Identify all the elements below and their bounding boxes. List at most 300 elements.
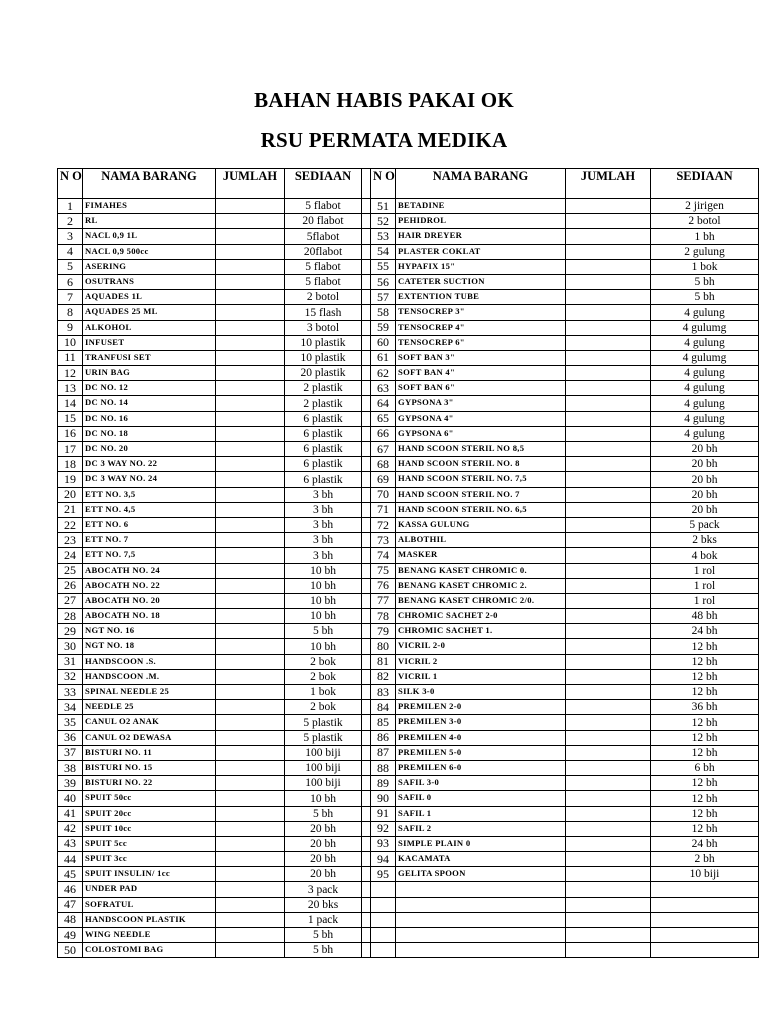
item-no-right: 57 [371, 290, 396, 305]
column-gap [362, 381, 371, 396]
item-sediaan: 5 plastik [285, 730, 362, 745]
table-row [58, 776, 759, 791]
item-no: 4 [58, 244, 83, 259]
item-sediaan: 3 bh [285, 502, 362, 517]
item-no: 24 [58, 548, 83, 563]
item-name: ETT NO. 4,5 [83, 502, 216, 517]
item-name: ALKOHOL [83, 320, 216, 335]
item-jumlah-right [566, 426, 651, 441]
column-gap [362, 244, 371, 259]
item-name: ASERING [83, 259, 216, 274]
item-sediaan-right: 4 bok [651, 548, 759, 563]
item-jumlah-right [566, 381, 651, 396]
item-name: URIN BAG [83, 366, 216, 381]
item-sediaan-right: 48 bh [651, 609, 759, 624]
item-jumlah-right [566, 199, 651, 214]
item-sediaan-right: 1 bok [651, 259, 759, 274]
item-name: NGT NO. 16 [83, 624, 216, 639]
item-jumlah [216, 867, 285, 882]
column-gap [362, 274, 371, 289]
item-jumlah [216, 274, 285, 289]
item-no-right: 80 [371, 639, 396, 654]
item-sediaan: 10 bh [285, 593, 362, 608]
item-no: 12 [58, 366, 83, 381]
item-no: 28 [58, 609, 83, 624]
item-jumlah [216, 912, 285, 927]
item-no-right: 68 [371, 457, 396, 472]
item-sediaan: 10 bh [285, 791, 362, 806]
item-sediaan-right: 20 bh [651, 457, 759, 472]
item-jumlah [216, 502, 285, 517]
column-gap [362, 169, 371, 199]
item-name-right: HAND SCOON STERIL NO. 7 [396, 487, 566, 502]
item-name-right: BENANG KASET CHROMIC 0. [396, 563, 566, 578]
item-sediaan-right: 20 bh [651, 487, 759, 502]
item-sediaan: 5flabot [285, 229, 362, 244]
column-gap [362, 350, 371, 365]
item-no-right: 53 [371, 229, 396, 244]
table-row [58, 259, 759, 274]
item-jumlah [216, 882, 285, 897]
table-row [58, 897, 759, 912]
item-no: 16 [58, 426, 83, 441]
item-jumlah [216, 821, 285, 836]
column-gap [362, 320, 371, 335]
item-sediaan-right: 12 bh [651, 791, 759, 806]
item-sediaan: 6 plastik [285, 442, 362, 457]
item-no: 2 [58, 214, 83, 229]
table-row [58, 806, 759, 821]
item-name-right: SOFT BAN 3" [396, 350, 566, 365]
item-sediaan: 5 plastik [285, 715, 362, 730]
item-no-right: 91 [371, 806, 396, 821]
item-name: CANUL O2 DEWASA [83, 730, 216, 745]
item-jumlah [216, 487, 285, 502]
item-name-right: HAND SCOON STERIL NO 8,5 [396, 442, 566, 457]
item-name-right: SILK 3-0 [396, 685, 566, 700]
item-jumlah [216, 472, 285, 487]
item-name-right: SAFIL 2 [396, 821, 566, 836]
item-sediaan: 2 bok [285, 654, 362, 669]
item-sediaan-right: 4 gulung [651, 366, 759, 381]
column-gap [362, 578, 371, 593]
item-sediaan: 15 flash [285, 305, 362, 320]
item-no-right: 67 [371, 442, 396, 457]
table-row [58, 730, 759, 745]
item-no: 1 [58, 199, 83, 214]
document-title: BAHAN HABIS PAKAI OK [254, 88, 514, 112]
item-jumlah-right [566, 305, 651, 320]
item-no-right: 54 [371, 244, 396, 259]
item-name: DC 3 WAY NO. 22 [83, 457, 216, 472]
item-no: 47 [58, 897, 83, 912]
item-name-right [396, 928, 566, 943]
item-jumlah-right [566, 730, 651, 745]
item-no: 22 [58, 517, 83, 532]
item-no-right: 95 [371, 867, 396, 882]
item-no: 49 [58, 928, 83, 943]
item-jumlah-right [566, 852, 651, 867]
item-jumlah [216, 897, 285, 912]
table-row [58, 928, 759, 943]
table-row [58, 381, 759, 396]
table-row [58, 624, 759, 639]
column-gap [362, 305, 371, 320]
item-name: HANDSCOON PLASTIK [83, 912, 216, 927]
item-sediaan-right: 6 bh [651, 760, 759, 775]
item-no: 5 [58, 259, 83, 274]
item-no: 25 [58, 563, 83, 578]
item-jumlah-right [566, 836, 651, 851]
column-gap [362, 411, 371, 426]
item-sediaan-right: 2 jirigen [651, 199, 759, 214]
table-row [58, 426, 759, 441]
item-jumlah-right [566, 821, 651, 836]
table-row [58, 214, 759, 229]
column-gap [362, 685, 371, 700]
item-sediaan: 20 flabot [285, 214, 362, 229]
item-name: ABOCATH NO. 22 [83, 578, 216, 593]
item-jumlah [216, 852, 285, 867]
item-no-right: 89 [371, 776, 396, 791]
item-name: SPUIT 5cc [83, 836, 216, 851]
item-sediaan-right: 2 bh [651, 852, 759, 867]
header-sediaan-right: SEDIAAN [651, 169, 759, 199]
item-sediaan-right: 12 bh [651, 669, 759, 684]
item-no-right: 78 [371, 609, 396, 624]
column-gap [362, 654, 371, 669]
column-gap [362, 897, 371, 912]
column-gap [362, 563, 371, 578]
header-no-right: N O [371, 169, 396, 199]
item-no: 15 [58, 411, 83, 426]
item-no: 6 [58, 274, 83, 289]
column-gap [362, 928, 371, 943]
item-sediaan: 10 bh [285, 609, 362, 624]
item-name: RL [83, 214, 216, 229]
column-gap [362, 593, 371, 608]
item-jumlah [216, 457, 285, 472]
item-jumlah [216, 517, 285, 532]
column-gap [362, 912, 371, 927]
item-sediaan: 6 plastik [285, 426, 362, 441]
column-gap [362, 229, 371, 244]
item-no: 23 [58, 533, 83, 548]
column-gap [362, 669, 371, 684]
column-gap [362, 943, 371, 958]
item-name-right: GYPSONA 6" [396, 426, 566, 441]
item-name: SOFRATUL [83, 897, 216, 912]
item-no-right: 55 [371, 259, 396, 274]
item-no: 33 [58, 685, 83, 700]
table-row [58, 274, 759, 289]
item-jumlah [216, 593, 285, 608]
table-row [58, 366, 759, 381]
item-no: 41 [58, 806, 83, 821]
item-name-right: PREMILEN 2-0 [396, 700, 566, 715]
table-row [58, 745, 759, 760]
item-name: NEEDLE 25 [83, 700, 216, 715]
item-jumlah-right [566, 517, 651, 532]
column-gap [362, 426, 371, 441]
item-sediaan: 5 flabot [285, 274, 362, 289]
column-gap [362, 624, 371, 639]
item-sediaan-right [651, 943, 759, 958]
item-jumlah [216, 350, 285, 365]
item-jumlah [216, 396, 285, 411]
column-gap [362, 366, 371, 381]
item-no: 32 [58, 669, 83, 684]
item-name-right: BENANG KASET CHROMIC 2. [396, 578, 566, 593]
item-name-right: SAFIL 1 [396, 806, 566, 821]
item-sediaan-right: 12 bh [651, 685, 759, 700]
item-sediaan-right: 1 rol [651, 593, 759, 608]
header-nama-barang: NAMA BARANG [83, 169, 216, 199]
item-no: 40 [58, 791, 83, 806]
item-name-right: ALBOTHIL [396, 533, 566, 548]
item-no: 34 [58, 700, 83, 715]
item-name: DC NO. 18 [83, 426, 216, 441]
item-sediaan: 3 bh [285, 487, 362, 502]
item-no: 43 [58, 836, 83, 851]
item-name-right: MASKER [396, 548, 566, 563]
item-sediaan: 20 plastik [285, 366, 362, 381]
item-name: SPUIT 3cc [83, 852, 216, 867]
item-jumlah-right [566, 502, 651, 517]
table-row [58, 912, 759, 927]
item-sediaan: 10 plastik [285, 335, 362, 350]
item-no-right: 71 [371, 502, 396, 517]
item-sediaan: 3 botol [285, 320, 362, 335]
item-name-right: HAIR DREYER [396, 229, 566, 244]
item-no: 11 [58, 350, 83, 365]
item-jumlah-right [566, 928, 651, 943]
item-no-right: 56 [371, 274, 396, 289]
item-sediaan-right: 20 bh [651, 442, 759, 457]
item-sediaan-right: 20 bh [651, 472, 759, 487]
item-no: 14 [58, 396, 83, 411]
item-name-right: HAND SCOON STERIL NO. 6,5 [396, 502, 566, 517]
item-name: SPINAL NEEDLE 25 [83, 685, 216, 700]
item-jumlah-right [566, 654, 651, 669]
table-row [58, 396, 759, 411]
item-jumlah [216, 426, 285, 441]
item-sediaan: 10 bh [285, 578, 362, 593]
table-row [58, 411, 759, 426]
item-no-right: 72 [371, 517, 396, 532]
item-name: NGT NO. 18 [83, 639, 216, 654]
column-gap [362, 609, 371, 624]
item-name: SPUIT 10cc [83, 821, 216, 836]
item-name-right: PREMILEN 3-0 [396, 715, 566, 730]
item-no-right: 85 [371, 715, 396, 730]
item-jumlah-right [566, 472, 651, 487]
header-nama-barang-right: NAMA BARANG [396, 169, 566, 199]
item-sediaan-right: 4 gulumg [651, 350, 759, 365]
column-gap [362, 548, 371, 563]
item-jumlah-right [566, 214, 651, 229]
item-name-right: VICRIL 2-0 [396, 639, 566, 654]
item-no: 18 [58, 457, 83, 472]
item-jumlah [216, 563, 285, 578]
item-name-right: KASSA GULUNG [396, 517, 566, 532]
item-name-right: PREMILEN 5-0 [396, 745, 566, 760]
item-name-right: SOFT BAN 6" [396, 381, 566, 396]
item-jumlah [216, 700, 285, 715]
table-row [58, 943, 759, 958]
column-gap [362, 700, 371, 715]
item-sediaan: 5 bh [285, 806, 362, 821]
item-no: 35 [58, 715, 83, 730]
item-no: 50 [58, 943, 83, 958]
item-name: SPUIT 50cc [83, 791, 216, 806]
item-jumlah-right [566, 290, 651, 305]
inventory-table [57, 168, 759, 958]
item-no-right: 88 [371, 760, 396, 775]
item-no-right: 66 [371, 426, 396, 441]
item-name-right: SAFIL 3-0 [396, 776, 566, 791]
column-gap [362, 715, 371, 730]
column-gap [362, 791, 371, 806]
item-no-right: 63 [371, 381, 396, 396]
item-jumlah-right [566, 457, 651, 472]
item-no: 26 [58, 578, 83, 593]
item-sediaan-right: 1 rol [651, 563, 759, 578]
item-jumlah-right [566, 259, 651, 274]
item-name: ETT NO. 7 [83, 533, 216, 548]
item-jumlah-right [566, 867, 651, 882]
item-no-right: 79 [371, 624, 396, 639]
column-gap [362, 776, 371, 791]
item-sediaan-right: 12 bh [651, 654, 759, 669]
item-name-right: PREMILEN 4-0 [396, 730, 566, 745]
item-no: 36 [58, 730, 83, 745]
item-jumlah [216, 199, 285, 214]
item-name-right: CHROMIC SACHET 1. [396, 624, 566, 639]
item-sediaan: 2 plastik [285, 381, 362, 396]
item-no: 30 [58, 639, 83, 654]
item-jumlah-right [566, 700, 651, 715]
item-sediaan-right: 4 gulumg [651, 320, 759, 335]
item-no-right: 61 [371, 350, 396, 365]
table-row [58, 852, 759, 867]
item-jumlah-right [566, 791, 651, 806]
table-row [58, 685, 759, 700]
item-jumlah-right [566, 745, 651, 760]
item-jumlah-right [566, 715, 651, 730]
item-no-right [371, 928, 396, 943]
item-name: ETT NO. 3,5 [83, 487, 216, 502]
header-no: N O [58, 169, 83, 199]
item-jumlah-right [566, 350, 651, 365]
item-name: DC NO. 16 [83, 411, 216, 426]
item-jumlah [216, 305, 285, 320]
item-no: 17 [58, 442, 83, 457]
item-jumlah [216, 836, 285, 851]
item-no-right: 90 [371, 791, 396, 806]
column-gap [362, 457, 371, 472]
item-name: BISTURI NO. 22 [83, 776, 216, 791]
item-name: DC NO. 14 [83, 396, 216, 411]
item-jumlah-right [566, 685, 651, 700]
item-jumlah-right [566, 806, 651, 821]
item-sediaan: 20 bh [285, 852, 362, 867]
item-sediaan-right: 2 botol [651, 214, 759, 229]
item-name: ABOCATH NO. 24 [83, 563, 216, 578]
item-name: INFUSET [83, 335, 216, 350]
item-jumlah-right [566, 912, 651, 927]
item-name-right: PREMILEN 6-0 [396, 760, 566, 775]
item-jumlah-right [566, 366, 651, 381]
table-row [58, 700, 759, 715]
item-no: 48 [58, 912, 83, 927]
item-sediaan-right: 5 bh [651, 274, 759, 289]
item-name: WING NEEDLE [83, 928, 216, 943]
item-sediaan-right: 4 gulung [651, 411, 759, 426]
item-sediaan: 1 pack [285, 912, 362, 927]
item-no-right: 94 [371, 852, 396, 867]
item-name-right [396, 912, 566, 927]
item-jumlah-right [566, 578, 651, 593]
item-name: ETT NO. 6 [83, 517, 216, 532]
item-jumlah-right [566, 548, 651, 563]
item-no: 21 [58, 502, 83, 517]
item-name: COLOSTOMI BAG [83, 943, 216, 958]
item-no: 31 [58, 654, 83, 669]
item-jumlah-right [566, 442, 651, 457]
table-row [58, 593, 759, 608]
item-name-right: BETADINE [396, 199, 566, 214]
item-sediaan: 2 plastik [285, 396, 362, 411]
item-jumlah-right [566, 943, 651, 958]
item-name-right: GELITA SPOON [396, 867, 566, 882]
item-sediaan: 5 bh [285, 928, 362, 943]
column-gap [362, 806, 371, 821]
column-gap [362, 199, 371, 214]
item-jumlah [216, 320, 285, 335]
item-sediaan: 5 bh [285, 624, 362, 639]
item-sediaan-right: 4 gulung [651, 381, 759, 396]
item-no-right: 65 [371, 411, 396, 426]
item-no-right: 51 [371, 199, 396, 214]
item-sediaan: 6 plastik [285, 457, 362, 472]
column-gap [362, 836, 371, 851]
item-jumlah [216, 548, 285, 563]
table-row [58, 791, 759, 806]
item-jumlah-right [566, 396, 651, 411]
item-sediaan-right: 2 gulung [651, 244, 759, 259]
item-sediaan-right: 5 bh [651, 290, 759, 305]
item-no-right: 82 [371, 669, 396, 684]
item-sediaan: 3 pack [285, 882, 362, 897]
item-name: DC 3 WAY NO. 24 [83, 472, 216, 487]
item-name-right: TENSOCREP 3" [396, 305, 566, 320]
item-sediaan-right: 1 rol [651, 578, 759, 593]
item-jumlah-right [566, 411, 651, 426]
item-jumlah [216, 533, 285, 548]
header-jumlah: JUMLAH [216, 169, 285, 199]
item-name: HANDSCOON .S. [83, 654, 216, 669]
item-sediaan: 10 bh [285, 639, 362, 654]
item-jumlah [216, 290, 285, 305]
column-gap [362, 882, 371, 897]
item-jumlah [216, 776, 285, 791]
item-name-right: GYPSONA 3" [396, 396, 566, 411]
item-name: SPUIT 20cc [83, 806, 216, 821]
column-gap [362, 821, 371, 836]
item-name: BISTURI NO. 11 [83, 745, 216, 760]
item-no: 27 [58, 593, 83, 608]
